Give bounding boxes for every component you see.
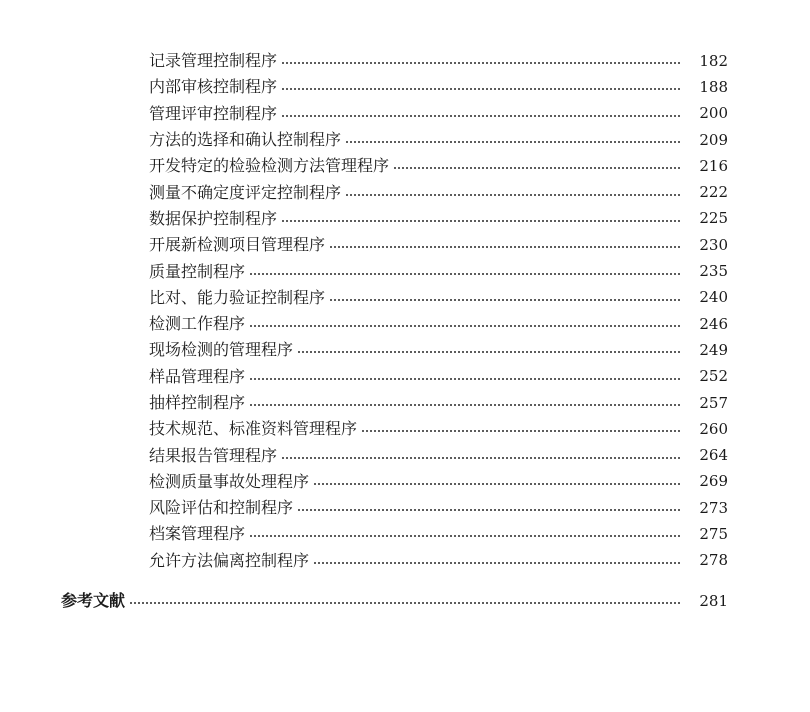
toc-entry-title: 开发特定的检验检测方法管理程序 xyxy=(149,156,390,176)
dot-leader xyxy=(129,602,682,604)
toc-entry-page: 257 xyxy=(699,393,728,412)
toc-entry-title: 内部审核控制程序 xyxy=(149,77,278,97)
toc-entry-internal-audit[interactable] xyxy=(0,74,810,100)
toc-entry-sample-management[interactable] xyxy=(0,364,810,390)
toc-entry-result-reports[interactable] xyxy=(0,442,810,468)
toc-entry-page: 278 xyxy=(699,551,728,570)
toc-entry-page: 275 xyxy=(699,524,728,543)
toc-entry-risk-assessment[interactable] xyxy=(0,495,810,521)
toc-entry-new-test-items[interactable] xyxy=(0,232,810,258)
dot-leader xyxy=(249,325,682,327)
toc-entry-title: 检测工作程序 xyxy=(149,314,246,334)
dot-leader xyxy=(329,299,682,301)
toc-entry-onsite-testing[interactable] xyxy=(0,337,810,363)
toc-entry-page: 260 xyxy=(699,419,728,438)
toc-entry-page: 200 xyxy=(699,104,728,123)
toc-entry-page: 264 xyxy=(699,446,728,465)
toc-entry-title: 现场检测的管理程序 xyxy=(149,340,294,360)
toc-entry-references[interactable] xyxy=(0,588,810,614)
toc-entry-title: 测量不确定度评定控制程序 xyxy=(149,182,342,202)
toc-entry-sampling-control[interactable] xyxy=(0,390,810,416)
dot-leader xyxy=(313,562,682,564)
dot-leader xyxy=(249,404,682,406)
toc-entry-page: 222 xyxy=(699,183,728,202)
toc-entry-page: 246 xyxy=(699,314,728,333)
toc-entry-quality-control[interactable] xyxy=(0,258,810,284)
toc-entry-title: 质量控制程序 xyxy=(149,261,246,281)
toc-entry-title: 风险评估和控制程序 xyxy=(149,498,294,518)
toc-entry-method-deviation[interactable] xyxy=(0,548,810,574)
toc-entry-page: 249 xyxy=(699,340,728,359)
dot-leader xyxy=(249,273,682,275)
toc-entry-title: 比对、能力验证控制程序 xyxy=(149,287,326,307)
toc-entry-title: 数据保护控制程序 xyxy=(149,208,278,228)
toc-entry-specific-methods[interactable] xyxy=(0,153,810,179)
dot-leader xyxy=(281,88,682,90)
toc-entry-title: 检测质量事故处理程序 xyxy=(149,471,310,491)
toc-entry-method-selection[interactable] xyxy=(0,127,810,153)
dot-leader xyxy=(297,509,682,511)
toc-entry-page: 252 xyxy=(699,367,728,386)
dot-leader xyxy=(329,246,682,248)
table-of-contents xyxy=(0,48,810,614)
dot-leader xyxy=(345,194,682,196)
toc-entry-title: 样品管理程序 xyxy=(149,366,246,386)
dot-leader xyxy=(313,483,682,485)
toc-entry-measurement-uncertainty[interactable] xyxy=(0,179,810,205)
toc-entry-quality-incidents[interactable] xyxy=(0,469,810,495)
dot-leader xyxy=(281,62,682,64)
toc-entry-archive-management[interactable] xyxy=(0,521,810,547)
toc-entry-title: 档案管理程序 xyxy=(149,524,246,544)
toc-entry-title: 管理评审控制程序 xyxy=(149,103,278,123)
dot-leader xyxy=(361,430,682,432)
toc-entry-management-review[interactable] xyxy=(0,101,810,127)
dot-leader xyxy=(393,167,682,169)
toc-entry-page: 269 xyxy=(699,472,728,491)
toc-entry-page: 209 xyxy=(699,130,728,149)
toc-entry-page: 240 xyxy=(699,288,728,307)
toc-entry-technical-standards[interactable] xyxy=(0,416,810,442)
toc-entry-page: 281 xyxy=(699,591,728,610)
toc-entry-data-protection[interactable] xyxy=(0,206,810,232)
toc-entry-page: 230 xyxy=(699,235,728,254)
toc-entry-title: 记录管理控制程序 xyxy=(149,51,278,71)
dot-leader xyxy=(281,220,682,222)
dot-leader xyxy=(281,457,682,459)
toc-entry-page: 273 xyxy=(699,498,728,517)
toc-entry-proficiency-testing[interactable] xyxy=(0,285,810,311)
toc-entry-page: 235 xyxy=(699,262,728,281)
toc-entry-records-management[interactable] xyxy=(0,48,810,74)
toc-entry-title: 技术规范、标准资料管理程序 xyxy=(149,419,358,439)
toc-entry-title: 抽样控制程序 xyxy=(149,393,246,412)
toc-entry-title: 允许方法偏离控制程序 xyxy=(149,550,310,570)
dot-leader xyxy=(249,535,682,537)
toc-entry-page: 216 xyxy=(699,156,728,175)
dot-leader xyxy=(249,378,682,380)
dot-leader xyxy=(345,141,682,143)
dot-leader xyxy=(281,115,682,117)
toc-entry-page: 225 xyxy=(699,209,728,228)
toc-entry-testing-work[interactable] xyxy=(0,311,810,337)
toc-entry-page: 188 xyxy=(699,77,728,96)
toc-entry-page: 182 xyxy=(699,51,728,70)
toc-entry-title: 开展新检测项目管理程序 xyxy=(149,235,326,255)
toc-entry-title: 参考文献 xyxy=(61,591,126,611)
dot-leader xyxy=(297,351,682,353)
toc-entry-title: 方法的选择和确认控制程序 xyxy=(149,130,342,150)
toc-entry-title: 结果报告管理程序 xyxy=(149,445,278,465)
